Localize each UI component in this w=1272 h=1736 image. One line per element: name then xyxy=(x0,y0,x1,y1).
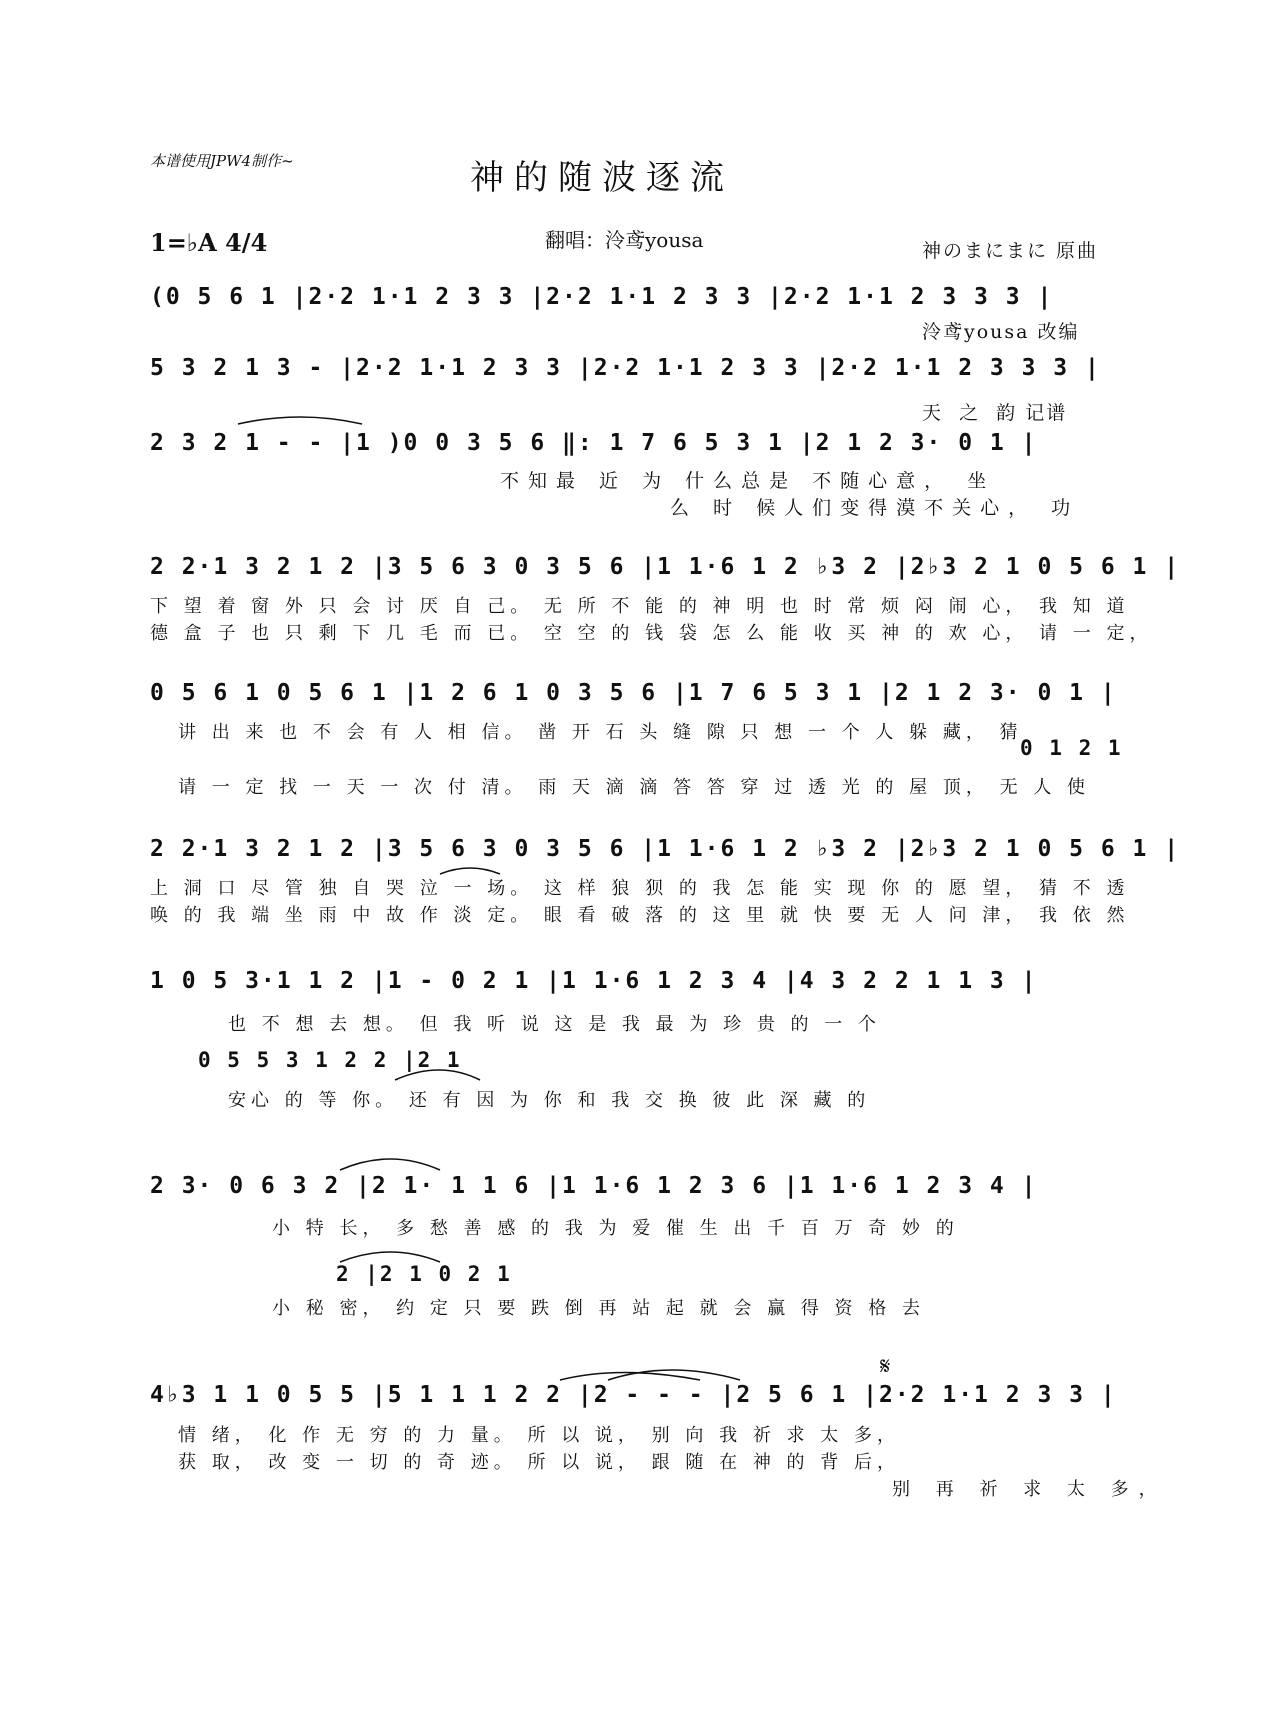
slur xyxy=(340,1252,440,1262)
lyric-row-8-verse-1: 小 特 长， 多 愁 善 感 的 我 为 爱 催 生 出 千 百 万 奇 妙 的 xyxy=(272,1218,959,1239)
sub-notation-row-7: 0 5 5 3 1 2 2 |2 1 xyxy=(198,1048,462,1072)
lyric-row-9-verse-2: 获 取， 改 变 一 切 的 奇 迹。 所 以 说， 跟 随 在 神 的 背 后， xyxy=(178,1452,900,1473)
slur xyxy=(340,1159,440,1170)
software-credit-note: 本谱使用JPW4制作~ xyxy=(150,152,294,170)
notation-row-2: 5 3 2 1 3 - |2·2 1·1 2 3 3 |2·2 1·1 2 3 3 |2·2 1·1 2 3 3 3 | xyxy=(150,355,1101,381)
credit-line-original: 神のまにまに 原曲 xyxy=(922,240,1099,262)
lyric-row-8-verse-2: 小 秘 密， 约 定 只 要 跌 倒 再 站 起 就 会 赢 得 资 格 去 xyxy=(272,1298,925,1319)
notation-row-9: 4♭3 1 1 0 5 5 |5 1 1 1 2 2 |2 - - - |2 5 6 1 |2·2 1·1 2 3 3 | xyxy=(150,1382,1117,1408)
singer-credit: 翻唱：泠鸢yousa xyxy=(545,228,704,252)
lyric-row-5-verse-1: 讲 出 来 也 不 会 有 人 相 信。 凿 开 石 头 缝 隙 只 想 一 个 人 躲 藏， 猜 xyxy=(178,722,1023,743)
lyric-row-6-verse-1: 上 洞 口 尽 管 独 自 哭 泣 一 场。 这 样 狼 狈 的 我 怎 能 实 现 你 的 愿 望， 猜 不 透 xyxy=(150,878,1130,899)
lyric-row-9-verse-3: 别 再 祈 求 太 多， xyxy=(892,1479,1167,1500)
song-title: 神的随波逐流 xyxy=(470,158,734,198)
lyric-row-7-verse-2: 安心 的 等 你。 还 有 因 为 你 和 我 交 换 彼 此 深 藏 的 xyxy=(228,1090,871,1111)
notation-row-4: 2 2·1 3 2 1 2 |3 5 6 3 0 3 5 6 |1 1·6 1 2 ♭3 2 |2♭3 2 1 0 5 6 1 | xyxy=(150,554,1181,580)
lyric-row-3-verse-2: 么 时 候人们变得漠不关心， 功 xyxy=(670,497,1080,519)
notation-row-1: (0 5 6 1 |2·2 1·1 2 3 3 |2·2 1·1 2 3 3 |2·2 1·1 2 3 3 3 | xyxy=(150,284,1054,310)
lyric-row-5-verse-2: 请 一 定 找 一 天 一 次 付 清。 雨 天 滴 滴 答 答 穿 过 透 光 的 屋 顶， 无 人 使 xyxy=(178,777,1091,798)
sub-notation-row-5: 0 1 2 1 xyxy=(1020,736,1123,760)
sub-notation-row-8: 2 |2 1 0 2 1 xyxy=(336,1262,512,1286)
slur xyxy=(608,1370,740,1380)
segno-sign: 𝄋 xyxy=(880,1352,891,1380)
slur xyxy=(395,1070,480,1080)
slur xyxy=(440,868,500,874)
credit-line-arranger: 泠鸢yousa 改编 xyxy=(922,321,1080,343)
lyric-row-9-verse-1: 情 绪， 化 作 无 穷 的 力 量。 所 以 说， 别 向 我 祈 求 太 多， xyxy=(178,1425,900,1446)
lyric-row-4-verse-1: 下 望 着 窗 外 只 会 讨 厌 自 己。 无 所 不 能 的 神 明 也 时 常 烦 闷 闹 心， 我 知 道 xyxy=(150,596,1130,617)
slur xyxy=(238,417,362,424)
notation-row-6: 2 2·1 3 2 1 2 |3 5 6 3 0 3 5 6 |1 1·6 1 2 ♭3 2 |2♭3 2 1 0 5 6 1 | xyxy=(150,836,1181,862)
notation-row-5: 0 5 6 1 0 5 6 1 |1 2 6 1 0 3 5 6 |1 7 6 5 3 1 |2 1 2 3· 0 1 | xyxy=(150,680,1117,706)
key-time-signature: 1=♭A 4/4 xyxy=(150,228,268,257)
notation-row-7: 1 0 5 3·1 1 2 |1 - 0 2 1 |1 1·6 1 2 3 4 |4 3 2 2 1 1 3 | xyxy=(150,968,1038,994)
lyric-row-7-verse-1: 也 不 想 去 想。 但 我 听 说 这 是 我 最 为 珍 贵 的 一 个 xyxy=(228,1014,881,1035)
notation-row-3: 2 3 2 1 - - |1 )0 0 3 5 6 ‖: 1 7 6 5 3 1 |2 1 2 3· 0 1 | xyxy=(150,430,1038,456)
lyric-row-6-verse-2: 唤 的 我 端 坐 雨 中 故 作 淡 定。 眼 看 破 落 的 这 里 就 快 要 无 人 问 津， 我 依 然 xyxy=(150,905,1130,926)
notation-row-8: 2 3· 0 6 3 2 |2 1· 1 1 6 |1 1·6 1 2 3 6 |1 1·6 1 2 3 4 | xyxy=(150,1173,1038,1199)
lyric-row-4-verse-2: 德 盒 子 也 只 剩 下 几 毛 而 已。 空 空 的 钱 袋 怎 么 能 收 买 神 的 欢 心， 请 一 定， xyxy=(150,623,1153,644)
lyric-row-3-verse-1: 不知最 近 为 什么总是 不随心意， 坐 xyxy=(500,470,996,492)
credit-line-transcriber: 天 之 韵 记谱 xyxy=(922,402,1068,424)
